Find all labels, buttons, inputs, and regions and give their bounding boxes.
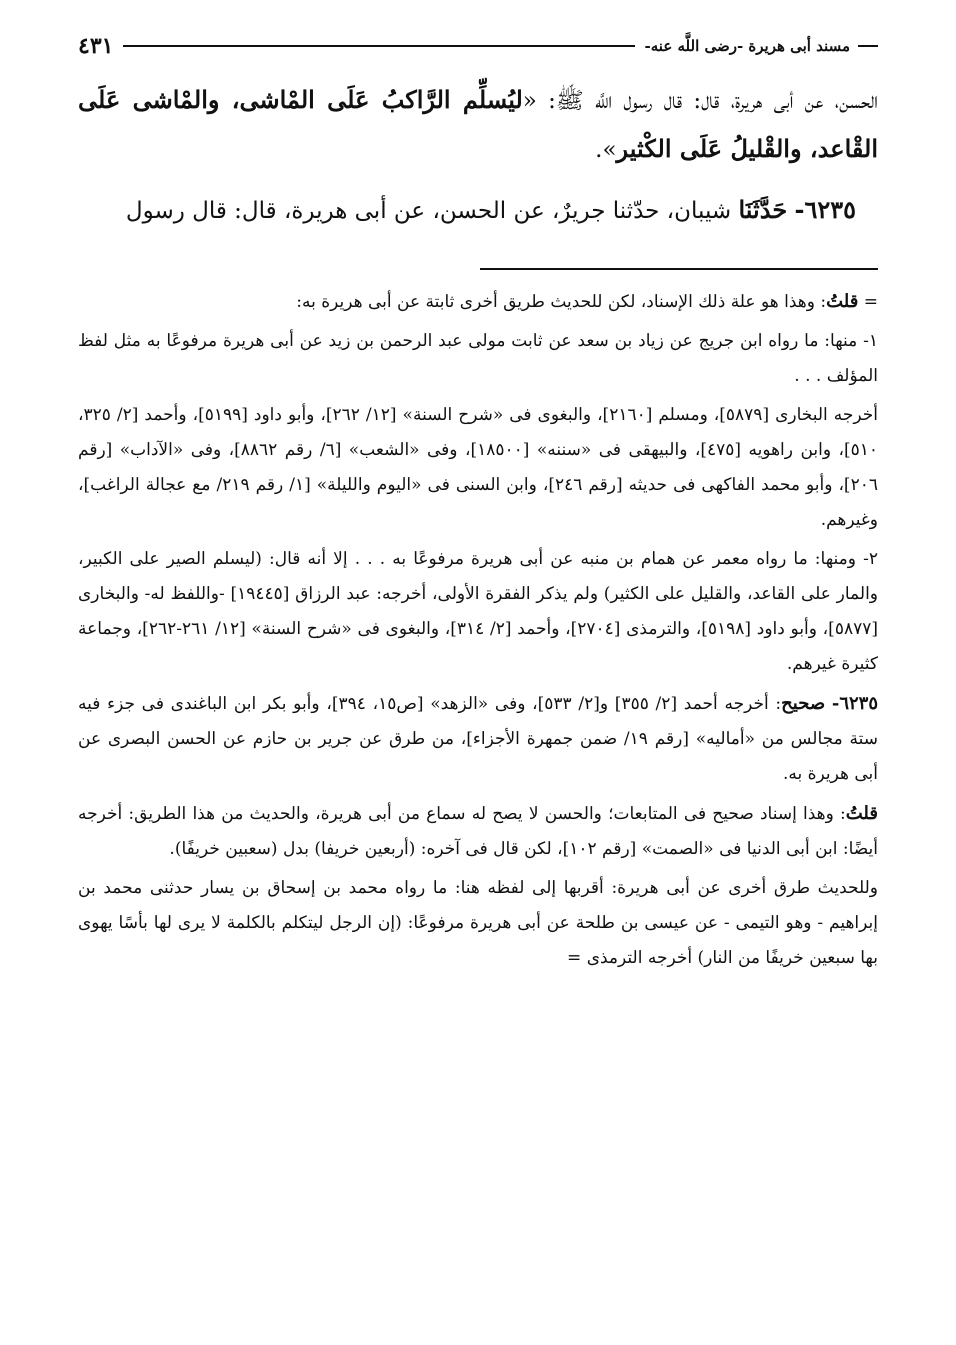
- running-header: [78, 26, 878, 66]
- hadith-keyword: حَدَّثَنَا: [738, 195, 788, 224]
- main-p1-hadith: ليُسلِّم الرَّاكبُ عَلَى المْاشى، والمْاشى عَلَى القْاعد، والقْليلُ عَلَى الكْثير: [78, 85, 878, 163]
- footnote-1: [78, 284, 878, 320]
- footnote-5: [78, 686, 878, 792]
- header-rule: [123, 45, 634, 47]
- main-text: [78, 76, 878, 235]
- main-paragraph-2: [78, 186, 878, 235]
- footnote-1-text: : وهذا هو علة ذلك الإسناد، لكن للحديث طريق أخرى ثابتة عن أبى هريرة به:: [296, 292, 827, 312]
- footnote-6-text: : وهذا إسناد صحيح فى المتابعات؛ والحسن لا يصح له سماع من أبى هريرة، والحديث من هذا الطريق: أخرجه أيضًا: ابن أبى الدنيا فى «الصمت» [رقم ١٠٢]، لكن قال فى آخره: (أربعين خريفا) بدل (سعبين خريفًا).: [78, 804, 878, 859]
- footnote-1-lead: =: [858, 292, 878, 312]
- main-p1-end: ».: [595, 137, 617, 163]
- footnote-6-keyword: قلتُ: [845, 803, 878, 824]
- footnote-7: وللحديث طرق أخرى عن أبى هريرة: أقربها إلى لفظه هنا: ما رواه محمد بن إسحاق بن يسار حدثنى محمد بن إبراهيم - وهو التيمى - عن عيسى بن طلحة عن أبى هريرة مرفوعًا: (إن الرجل ليتكلم بالكلمة لا يرى لها بأسًا يهوى بها سبعين خريفًا من النار) أخرجه الترمذى =: [78, 878, 878, 968]
- footnote-5-keyword: صحيح: [781, 693, 826, 714]
- footnote-3: أخرجه البخارى [٥٨٧٩]، ومسلم [٢١٦٠]، والبغوى فى «شرح السنة» [١٢/ ٢٦٢]، وأبو داود [٥١٩٩]، وأحمد [٢/ ٣٢٥، ٥١٠]، وابن راهويه [٤٧٥]، والبيهقى فى «سننه» [١٨٥٠٠]، وفى «الشعب» [٦/ رقم ٨٨٦٢]، وفى «الآداب» [رقم ٢٠٦]، وأبو محمد الفاكهى فى حديثه [رقم ٢٤٦]، وابن السنى فى «اليوم والليلة» [١/ رقم ٢١٩/ مع عجالة الراغب]، وغيرهم.: [78, 405, 879, 530]
- footnote-5-text: : أخرجه أحمد [٢/ ٣٥٥] و[٢/ ٥٣٣]، وفى «الزهد» [ص١٥، ٣٩٤]، وأبو بكر ابن الباغندى فى جزء فيه ستة مجالس من «أماليه» [رقم ١٩/ ضمن جمهرة الأجزاء]، من طرق عن جرير بن حازم عن الحسن البصرى عن أبى هريرة به.: [78, 694, 878, 784]
- header-title: مسند أبى هريرة -رضى اللَّه عنه-: [644, 37, 850, 55]
- footnotes: [78, 284, 878, 980]
- footnote-5-number: ٦٢٣٥-: [831, 693, 878, 714]
- main-p2-text: شيبان، حدّثنا جريرٌ، عن الحسن، عن أبى هريرة، قال: قال رسول: [125, 198, 732, 224]
- footnote-separator: [480, 268, 878, 270]
- footnote-2: ١- منها: ما رواه ابن جريج عن زياد بن سعد عن ثابت مولى عبد الرحمن بن زيد عن أبى هريرة مرفوعًا به مثل لفظ المؤلف . . .: [78, 331, 878, 386]
- main-p1-intro: الحسن، عن أبى هريرة، قال: قال رسول اللَّه ﷺ: «: [522, 88, 878, 114]
- footnote-6: [78, 796, 878, 867]
- page-number: ٤٣١: [78, 33, 114, 59]
- hadith-number: ٦٢٣٥-: [794, 195, 856, 224]
- main-paragraph-1: [78, 76, 878, 174]
- footnote-1-keyword: قلتُ: [826, 291, 859, 312]
- header-dash: [858, 45, 878, 47]
- footnote-4: ٢- ومنها: ما رواه معمر عن همام بن منبه عن أبى هريرة مرفوعًا به . . . إلا أنه قال: (ليسلم الصير على الكبير، والمار على القاعد، والقليل على الكثير) ولم يذكر الفقرة الأولى، أخرجه: عبد الرزاق [١٩٤٤٥] -واللفظ له- والبخارى [٥٨٧٧]، وأبو داود [٥١٩٨]، والترمذى [٢٧٠٤]، وأحمد [٢/ ٣١٤]، والبغوى فى «شرح السنة» [١٢/ ٢٦١-٢٦٢]، وجماعة كثيرة غيرهم.: [78, 549, 878, 674]
